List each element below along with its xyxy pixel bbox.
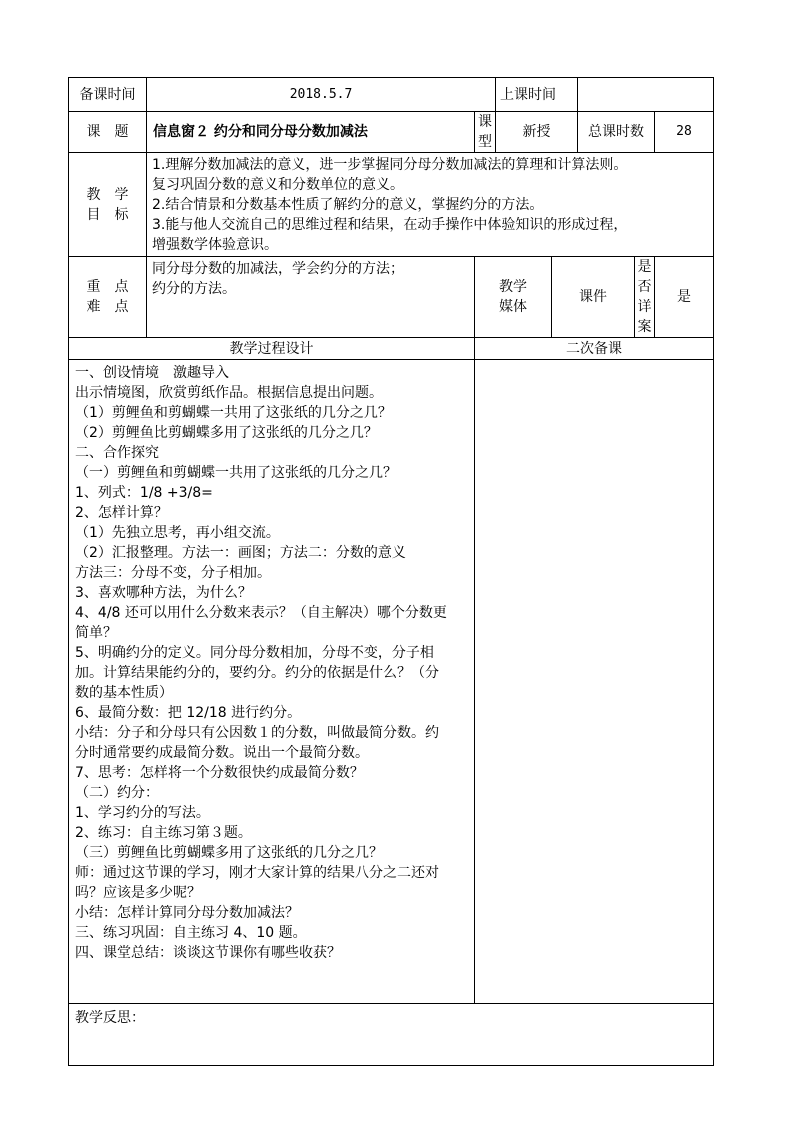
- detail-plan-label-line1: 是否: [637, 259, 652, 295]
- topic-row: [69, 112, 714, 153]
- process-content: [69, 360, 475, 1004]
- keypoints-label-line2: 难 点: [86, 299, 129, 315]
- media-value: 课件: [552, 257, 635, 338]
- goal-line: 1.理解分数加减法的意义，进一步掌握同分母分数加减法的算理和计算法则。: [152, 157, 628, 173]
- goal-line: 3.能与他人交流自己的思维过程和结果，在动手操作中体验知识的形成过程，: [152, 217, 628, 233]
- process-line: 三、练习巩固：自主练习 4、10 题。: [75, 925, 307, 941]
- keypoints-row: [69, 257, 714, 338]
- process-line: 小结：怎样计算同分母分数加减法？: [75, 905, 299, 921]
- process-line: （2）剪鲤鱼比剪蝴蝶多用了这张纸的几分之几？: [75, 425, 378, 441]
- detail-plan-label: [635, 257, 655, 338]
- process-line: 数的基本性质）: [75, 685, 173, 701]
- goals-label-line2: 目 标: [86, 206, 129, 223]
- lesson-type-value: 新授: [496, 112, 578, 153]
- reflection-cell: [69, 1004, 714, 1066]
- goals-row: [69, 153, 714, 257]
- process-line: 四、课堂总结：谈谈这节课你有哪些收获？: [75, 945, 341, 961]
- prep-time-value: 2018.5.7: [147, 78, 496, 112]
- process-line: 6、最简分数：把 12/18 进行约分。: [75, 705, 302, 721]
- process-line: 方法三：分母不变，分子相加。: [75, 565, 271, 581]
- media-label-line1: 教学: [499, 279, 527, 295]
- reflection-label: 教学反思：: [75, 1010, 145, 1026]
- goals-label: [69, 153, 147, 257]
- process-header: 教学过程设计: [69, 338, 475, 360]
- process-line: 5、明确约分的定义。同分母分数相加，分母不变，分子相: [75, 645, 434, 661]
- process-line: 一、创设情境 激趣导入: [75, 365, 229, 381]
- process-line: （2）汇报整理。方法一：画图；方法二：分数的意义: [75, 545, 406, 561]
- detail-plan-value: 是: [655, 257, 714, 338]
- process-header-row: [69, 338, 714, 360]
- process-line: 二、合作探究: [75, 445, 159, 461]
- process-body-row: [69, 360, 714, 1004]
- process-line: 4、4/8 还可以用什么分数来表示？（自主解决）哪个分数更: [75, 605, 447, 621]
- process-line: 小结：分子和分母只有公因数１的分数，叫做最简分数。约: [75, 725, 439, 741]
- process-line: 2、练习：自主练习第３题。: [75, 825, 252, 841]
- process-line: （1）先独立思考，再小组交流。: [75, 525, 280, 541]
- process-line: 2、怎样计算？: [75, 505, 168, 521]
- process-line: 1、学习约分的写法。: [75, 805, 210, 821]
- lesson-plan-table: [68, 77, 714, 1066]
- keypoints-line: 约分的方法。: [152, 281, 236, 297]
- class-time-label: 上课时间: [496, 78, 578, 112]
- keypoints-label-line1: 重 点: [86, 279, 129, 295]
- process-line: 1、列式：1/8 +3/8=: [75, 485, 213, 501]
- class-time-value: [578, 78, 714, 112]
- total-lessons-value: 28: [655, 112, 714, 153]
- prep-time-row: [69, 78, 714, 112]
- second-prep-header: 二次备课: [475, 338, 714, 360]
- goal-line: 复习巩固分数的意义和分数单位的意义。: [152, 177, 404, 193]
- topic-label: 课 题: [69, 112, 147, 153]
- keypoints-line: 同分母分数的加减法，学会约分的方法；: [152, 261, 404, 277]
- process-line: （1）剪鲤鱼和剪蝴蝶一共用了这张纸的几分之几？: [75, 405, 392, 421]
- topic-title: 信息窗２ 约分和同分母分数加减法: [147, 112, 475, 153]
- process-line: 师：通过这节课的学习，刚才大家计算的结果八分之二还对: [75, 865, 439, 881]
- process-line: 吗？应该是多少呢？: [75, 885, 201, 901]
- media-label-line2: 媒体: [499, 299, 527, 315]
- goals-text: [147, 153, 714, 257]
- second-prep-content: [475, 360, 714, 1004]
- total-lessons-label: 总课时数: [578, 112, 655, 153]
- lesson-plan-page: [68, 77, 713, 1066]
- process-line: 出示情境图，欣赏剪纸作品。根据信息提出问题。: [75, 385, 383, 401]
- process-line: 分时通常要约成最简分数。说出一个最简分数。: [75, 745, 369, 761]
- media-label: [475, 257, 552, 338]
- keypoints-label: [69, 257, 147, 338]
- process-line: （一）剪鲤鱼和剪蝴蝶一共用了这张纸的几分之几？: [75, 465, 397, 481]
- keypoints-text: [147, 257, 475, 338]
- process-line: （三）剪鲤鱼比剪蝴蝶多用了这张纸的几分之几？: [75, 845, 383, 861]
- prep-time-label: 备课时间: [69, 78, 147, 112]
- goal-line: 增强数学体验意识。: [152, 237, 278, 253]
- process-line: 简单？: [75, 625, 117, 641]
- lesson-type-label: 课型: [475, 112, 496, 153]
- process-line: 7、思考：怎样将一个分数很快约成最简分数？: [75, 765, 364, 781]
- goal-line: 2.结合情景和分数基本性质了解约分的意义，掌握约分的方法。: [152, 197, 544, 213]
- reflection-row: [69, 1004, 714, 1066]
- detail-plan-label-line2: 详案: [637, 299, 652, 335]
- process-line: （二）约分：: [75, 785, 159, 801]
- process-line: 3、喜欢哪种方法，为什么？: [75, 585, 252, 601]
- process-line: 加。计算结果能约分的，要约分。约分的依据是什么？（分: [75, 665, 439, 681]
- goals-label-line1: 教 学: [86, 186, 129, 203]
